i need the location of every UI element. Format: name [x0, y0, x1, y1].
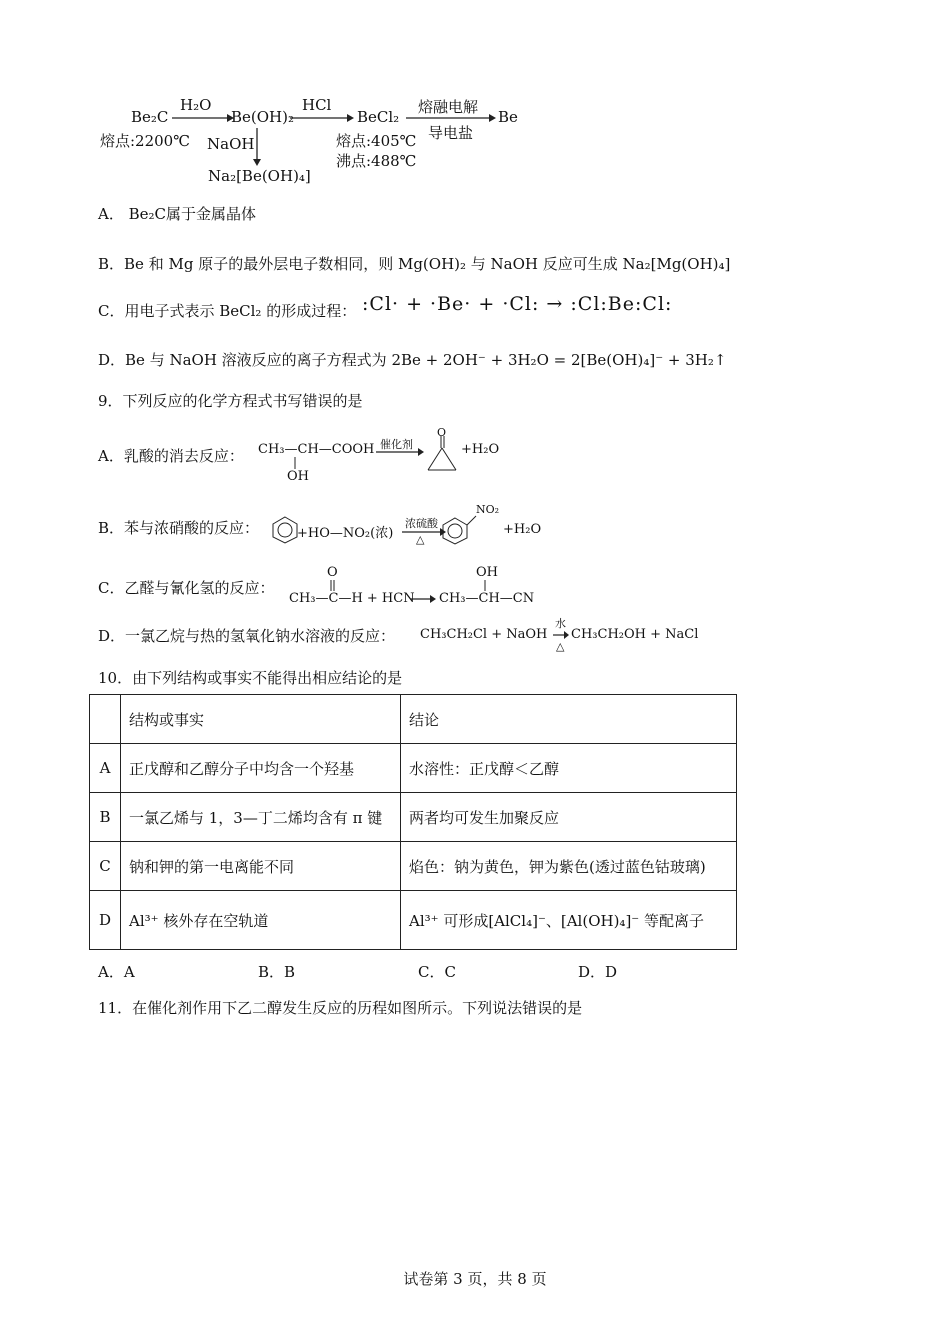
- double-bond: [329, 580, 337, 591]
- q10-table: [89, 694, 737, 950]
- q10-option-c: C．C: [418, 963, 456, 981]
- q9-d-left: CH₃CH₂Cl + NaOH: [420, 627, 548, 642]
- q8-option-a: A． Be₂C属于金属晶体: [98, 205, 256, 223]
- arrow-right-icon: [410, 594, 436, 604]
- scheme-na2beoh4: Na₂[Be(OH)₄]: [208, 167, 311, 185]
- q9-d-condition-bottom: △: [556, 640, 565, 653]
- q9-d-right: CH₃CH₂OH + NaCl: [571, 627, 699, 642]
- q9-d-label: D．一氯乙烷与热的氢氧化钠水溶液的反应：: [98, 627, 396, 645]
- q11-title: 11．在催化剂作用下乙二醇发生反应的历程如图所示。下列说法错误的是: [98, 999, 583, 1017]
- table-cell-key: D: [90, 891, 121, 950]
- q9-c-o: O: [327, 565, 338, 580]
- benzene-ring-icon: [272, 516, 298, 544]
- q9-c-oh: OH: [476, 565, 498, 580]
- q9-c-reactant: CH₃—C—H + HCN: [289, 591, 415, 606]
- table-cell-fact: 一氯乙烯与 1，3—丁二烯均含有 π 键: [121, 793, 401, 842]
- q9-a-reactant: CH₃—CH—COOH: [258, 442, 375, 457]
- q9-title: 9．下列反应的化学方程式书写错误的是: [98, 392, 363, 410]
- q9-a-o: O: [437, 426, 447, 439]
- q10-option-d: D．D: [578, 963, 618, 981]
- scheme-beoh2: Be(OH)₂: [231, 108, 294, 126]
- table-header-row: [90, 695, 737, 744]
- scheme-electrolysis: 熔融电解: [418, 98, 479, 116]
- table-cell-key: C: [90, 842, 121, 891]
- table-row: [90, 842, 737, 891]
- table-cell-fact: 钠和钾的第一电离能不同: [121, 842, 401, 891]
- scheme-h2o: H₂O: [180, 96, 212, 114]
- q9-b-condition-bottom: △: [416, 533, 425, 546]
- bond-line: [483, 580, 487, 591]
- q8-option-b: B．Be 和 Mg 原子的最外层电子数相同，则 Mg(OH)₂ 与 NaOH 反应可生成 Na₂[Mg(OH)₄]: [98, 255, 731, 273]
- q8-option-c-formula: :Cl· + ·Be· + ·Cl: → :Cl:Be:Cl:: [362, 293, 673, 315]
- table-row: [90, 744, 737, 793]
- q9-c-label: C．乙醛与氰化氢的反应：: [98, 579, 275, 597]
- table-cell-key: B: [90, 793, 121, 842]
- page-footer: 试卷第 3 页，共 8 页: [403, 1270, 547, 1288]
- table-cell-conclusion: 水溶性：正戊醇＜乙醇: [401, 744, 737, 793]
- bond-line: [293, 457, 297, 469]
- table-header-cell: 结论: [401, 695, 737, 744]
- q10-option-a: A．A: [98, 963, 135, 981]
- scheme-becl2: BeCl₂: [357, 108, 400, 126]
- table-row: [90, 793, 737, 842]
- table-header-cell: 结构或事实: [121, 695, 401, 744]
- q9-b-reactant: +HO—NO₂(浓): [297, 526, 394, 541]
- table-cell-key: A: [90, 744, 121, 793]
- q9-b-no2: NO₂: [476, 503, 500, 516]
- table-cell-conclusion: 两者均可发生加聚反应: [401, 793, 737, 842]
- arrow-right-icon: [553, 630, 569, 640]
- q9-a-product: +H₂O: [461, 442, 500, 457]
- scheme-mp-be2c: 熔点:2200℃: [100, 132, 191, 150]
- q9-b-condition-top: 浓硫酸: [405, 517, 438, 530]
- scheme-salt: 导电盐: [428, 124, 474, 142]
- table-header-cell: [90, 695, 121, 744]
- q9-d-condition-top: 水: [555, 617, 566, 630]
- q9-a-oh: OH: [287, 469, 309, 484]
- scheme-naoh: NaOH: [207, 135, 255, 153]
- scheme-mp-becl2: 熔点:405℃: [336, 132, 417, 150]
- scheme-hcl: HCl: [302, 96, 332, 114]
- scheme-bp-becl2: 沸点:488℃: [336, 152, 417, 170]
- q8-option-c-label: C．用电子式表示 BeCl₂ 的形成过程：: [98, 302, 357, 320]
- scheme-be2c: Be₂C: [131, 108, 169, 126]
- q9-b-product: +H₂O: [503, 522, 542, 537]
- table-cell-fact: Al³⁺ 核外存在空轨道: [121, 891, 401, 950]
- q9-a-condition: 催化剂: [380, 438, 413, 451]
- q9-c-product: CH₃—CH—CN: [439, 591, 535, 606]
- table-cell-fact: 正戊醇和乙醇分子中均含一个羟基: [121, 744, 401, 793]
- arrow-right-icon: [290, 112, 354, 124]
- q10-title: 10．由下列结构或事实不能得出相应结论的是: [98, 669, 403, 687]
- arrow-right-icon: [172, 112, 234, 124]
- table-cell-conclusion: Al³⁺ 可形成[AlCl₄]⁻、[Al(OH)₄]⁻ 等配离子: [401, 891, 737, 950]
- table-cell-conclusion: 焰色：钠为黄色，钾为紫色(透过蓝色钴玻璃): [401, 842, 737, 891]
- table-row: [90, 891, 737, 950]
- nitrobenzene-ring-icon: [440, 510, 480, 546]
- q9-b-label: B．苯与浓硝酸的反应：: [98, 519, 260, 537]
- scheme-be: Be: [498, 108, 518, 126]
- arrow-right-icon: [376, 447, 424, 457]
- q9-a-label: A．乳酸的消去反应：: [98, 447, 244, 465]
- q8-option-d: D．Be 与 NaOH 溶液反应的离子方程式为 2Be + 2OH⁻ + 3H₂O = 2[Be(OH)₄]⁻ + 3H₂↑: [98, 351, 727, 369]
- q10-option-b: B．B: [258, 963, 296, 981]
